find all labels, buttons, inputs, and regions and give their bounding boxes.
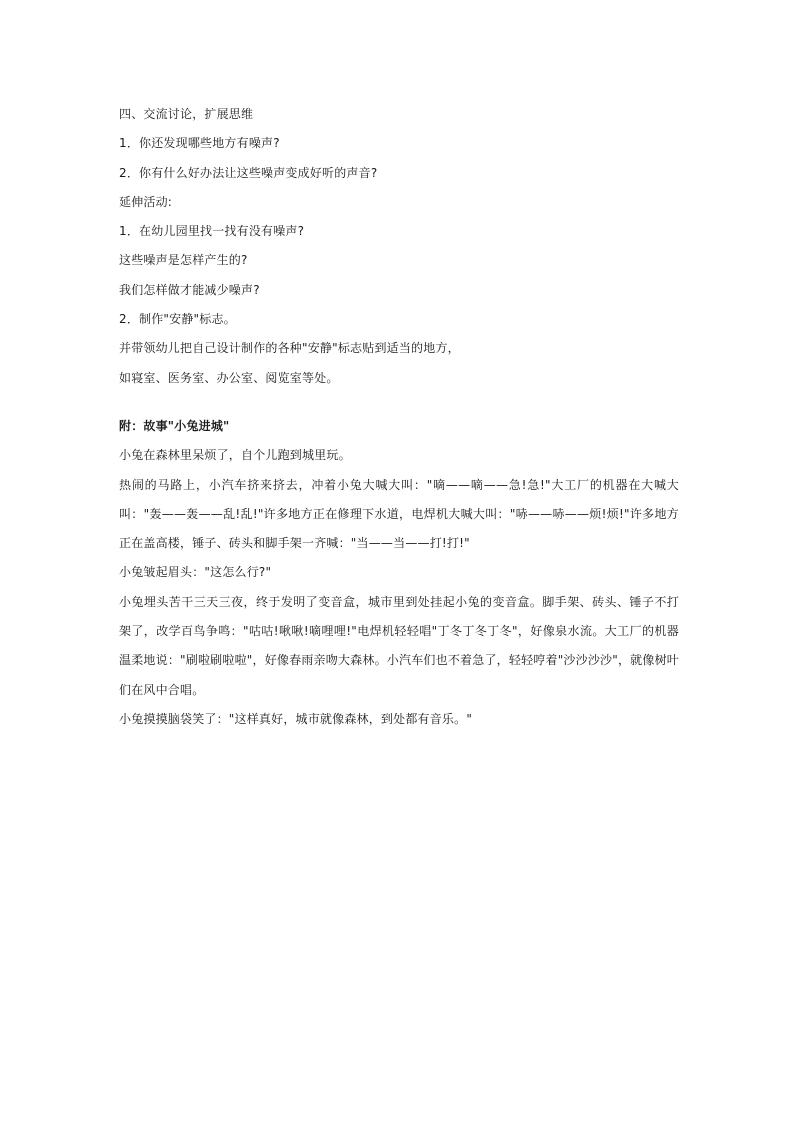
document-body xyxy=(119,100,679,734)
story-heading: 附：故事"小兔进城" xyxy=(119,418,230,433)
story-paragraph-5: 小兔摸摸脑袋笑了："这样真好，城市就像森林，到处都有音乐。" xyxy=(119,711,473,726)
section-title: 四、交流讨论，扩展思维 xyxy=(119,107,254,121)
story-paragraph-1: 小兔在森林里呆烦了，自个儿跑到城里玩。 xyxy=(119,448,351,463)
discussion-question-2: 2．你有什么好办法让这些噪声变成好听的声音? xyxy=(119,165,378,180)
story-paragraph-4: 小兔埋头苦干三天三夜，终于发明了变音盒，城市里到处挂起小兔的变音盒。脚手架、砖头、锤子不打架了，改学百鸟争鸣："咕咕!啾啾!嘀哩哩!"电焊机轻轻唱"丁冬丁冬丁冬"，好像泉水流。大工厂的机器温柔地说："刷啦刷啦啦"，好像春雨亲吻大森林。小汽车们也不着急了，轻轻哼着"沙沙沙沙"，就像树叶们在风中合唱。 xyxy=(119,594,679,697)
extension-title: 延伸活动: xyxy=(119,194,173,209)
section-spacer xyxy=(119,393,679,412)
extension-item-1-sub-1: 这些噪声是怎样产生的? xyxy=(119,253,248,268)
extension-item-1: 1．在幼儿园里找一找有没有噪声? xyxy=(119,224,305,239)
extension-item-1-sub-2: 我们怎样做才能减少噪声? xyxy=(119,282,260,297)
extension-item-2: 2．制作"安静"标志。 xyxy=(119,312,236,327)
story-paragraph-2: 热闹的马路上，小汽车挤来挤去，冲着小兔大喊大叫："嘀——嘀——急!急!"大工厂的机器在大喊大叫："轰——轰——乱!乱!"许多地方正在修理下水道，电焊机大喊大叫："哧——哧——烦!烦!"许多地方正在盖高楼，锤子、砖头和脚手架一齐喊："当——当——打!打!" xyxy=(119,477,679,551)
extension-item-2-sub-1: 并带领幼儿把自己设计制作的各种"安静"标志贴到适当的地方， xyxy=(119,341,460,356)
extension-item-2-sub-2: 如寝室、医务室、办公室、阅览室等处。 xyxy=(119,370,339,385)
discussion-question-1: 1．你还发现哪些地方有噪声? xyxy=(119,136,280,151)
story-paragraph-3: 小兔皱起眉头："这怎么行?" xyxy=(119,565,272,580)
